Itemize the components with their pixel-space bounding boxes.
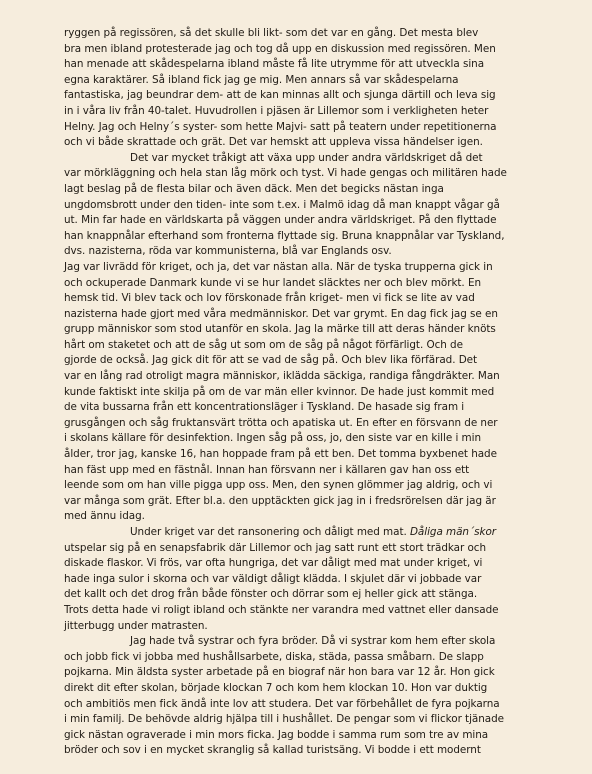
text-line: Det var mycket tråkigt att växa upp under andra världskriget då det [130,151,483,164]
text-line: diskade flaskor. Vi frös, var ofta hungriga, det var dåligt med mat under kriget, vi [64,557,483,570]
text-line: ungdomsbrott under den tiden- inte som t.ex. i Malmö idag då man knappt vågar gå [64,198,500,211]
text-line: med ännu idag. [64,510,145,523]
text-line: han fäst upp med en fästnål. Innan han försvann ner i källaren gav han oss ett [64,463,470,476]
play-title: Dåliga män´skor [409,526,496,538]
text-line: nazisterna hade gjort med våra medmänniskor. Det var grymt. En dag fick jag se en [64,307,498,320]
text-line: ryggen på regissören, så det skulle bli likt- som det var en gång. Det mesta blev [64,27,479,39]
text-line: kunde faktiskt inte skilja på om de var män eller kvinnor. De hade just kommit med [64,385,495,398]
text-line: han knappnålar efterhand som fronterna flyttade sig. Bruna knappnålar var Tyskland, [64,229,505,242]
text-line: utspelar sig på en senapsfabrik där Lillemor och jag satt runt ett stort trädkar och [64,541,486,554]
text-line: jitterbugg under matrasten. [64,619,208,632]
text-line: grusgången och såg fruktansvärt trötta och apatiska ut. En efter en försvann de ner [64,416,498,429]
text-line [64,525,536,541]
text-line: egna karaktärer. Så ibland fick jag ge mig. Men annars så var skådespelarna [64,73,459,86]
text-line: Jag var livrädd för kriget, och ja, det var nästan alla. När de tyska trupperna gick in [64,260,493,273]
text-line: lagt beslag på de flesta bilar och även däck. Men det begicks nästan inga [64,182,444,195]
text-line: direkt dit efter skolan, började klockan 7 och kom hem klockan 10. Hon var duktig [64,681,488,694]
text-line: bröder och sov i en mycket skranglig så kallad turistsäng. Vi bodde i ett modernt [64,744,481,757]
text-line: var en lång rad otroligt magra människor, iklädda säckiga, randiga fångdräkter. Man [64,370,500,383]
text-line: och ockuperade Danmark kunde vi se hur landet släcktes ner och blev mörkt. En [64,276,481,289]
text-line: de vita bussarna från ett koncentrationsläger i Tyskland. De hasade sig fram i [64,401,465,414]
paragraph-2 [64,151,536,525]
paragraph-4 [64,634,536,759]
text-line: in i våra liv från 40-talet. Huvudrollen i pjäsen är Lillemor som i verkligheten heter [64,104,489,117]
text-line: och ambitiös men fick ändå inte lov att studera. Det var förbehållet de fyra pojkarna [64,697,500,710]
text-line: leende som om han ville pigga upp oss. Men, den synen glömmer jag aldrig, och vi [64,479,493,492]
text-line: ålder, tror jag, kanske 16, han hoppade fram på ett ben. Det tomma byxbenet hade [64,448,497,461]
text-line: och jobb fick vi jobba med hushållsarbete, diska, städa, passa småbarn. De slapp [64,650,484,663]
text-line: var många som grät. Efter bl.a. den upptäckten gick jag in i fredsrörelsen där jag är [64,494,496,507]
text-line: dvs. nazisterna, röda var kommunisterna, blå var Englands osv. [64,245,392,258]
text-line: ut. Min far hade en världskarta på väggen under andra världskriget. På den flyttade [64,214,497,227]
text-line: pojkarna. Min äldsta syster arbetade på en biograf när hon bara var 12 år. Hon gick [64,666,495,679]
text-line: bra men ibland protesterade jag och tog då upp en diskussion med regissören. Men [64,42,496,55]
text-line: grupp människor som stod utanför en skola. Jag la märke till att deras händer knöts [64,323,496,336]
text-line: var mörkläggning och hela stan låg mörk och tyst. Vi hade gengas och militären hade [64,167,507,180]
text-line: hade inga sulor i skorna och var väldigt dåligt klädda. I skjulet där vi jobbade var [64,572,482,585]
text-line: i skolans källare för desinfektion. Ingen såg på oss, jo, den siste var en kille i min [64,432,481,445]
text-line: Helny. Jag och Helny´s syster- som hette Majvi- satt på teatern under repetitionerna [64,120,497,133]
text-span: Under kriget var det ransonering och dåligt med mat. [130,526,407,538]
text-line: hemsk tid. Vi blev tack och lov förskonade från kriget- men vi fick se lite av vad [64,292,475,305]
text-line: det kallt och det drog från både fönster och dörrar som ej heller gick att stänga. [64,588,478,601]
text-line: han menade att skådespelarna ibland måste få lite utrymme för att utveckla sina [64,58,485,71]
text-line: Jag hade två systrar och fyra bröder. Då vi systrar kom hem efter skola [130,635,496,648]
text-line: i min familj. De behövde aldrig hjälpa till i hushållet. De pengar som vi flickor tjänade [64,713,504,726]
paragraph-3 [64,525,536,634]
text-line: hårt om staketet och att de såg ut som om de såg på något förfärligt. Och de [64,338,463,351]
paragraph-1 [64,26,536,151]
text-line: gick nästan ograverade i min mors ficka. Jag bodde i samma rum som tre av mina [64,728,489,741]
text-line: och vi både skrattade och grät. Det var hemskt att uppleva vissa händelser igen. [64,136,483,149]
text-line: gjorde de också. Jag gick dit för att se vad de såg på. Och blev lika förfärad. Det [64,354,478,367]
text-line: Trots detta hade vi roligt ibland och stänkte ner varandra med vattnet eller dansade [64,603,499,616]
text-line: fantastiska, jag beundrar dem- att de kan minnas allt och sjunga därtill och leva sig [64,89,496,102]
